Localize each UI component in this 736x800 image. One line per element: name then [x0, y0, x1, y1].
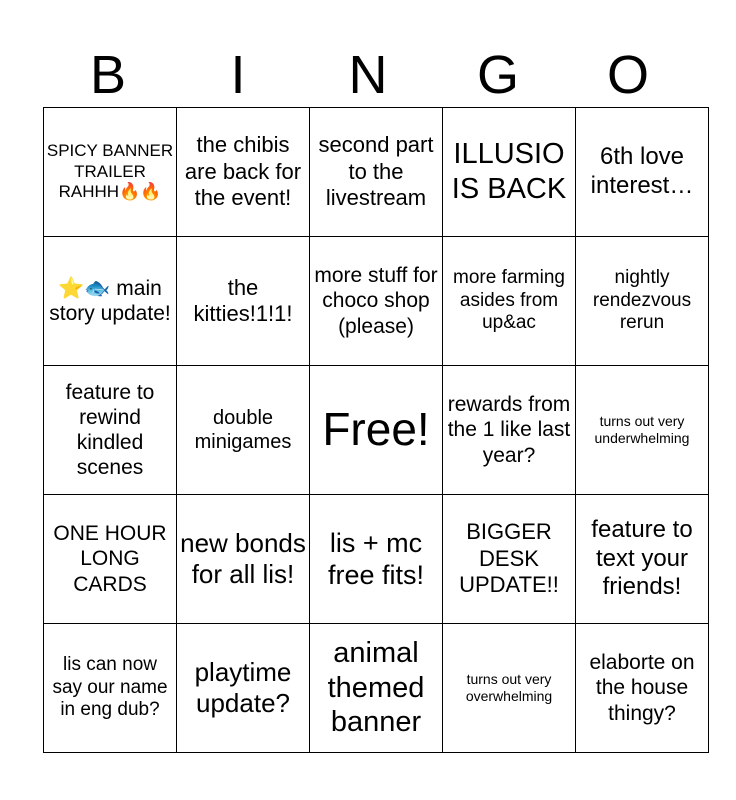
bingo-cell[interactable]: double minigames: [177, 366, 310, 495]
bingo-cell[interactable]: 6th love interest…: [576, 108, 709, 237]
bingo-cell[interactable]: ⭐🐟 main story update!: [44, 237, 177, 366]
board-row-3: [44, 366, 709, 495]
bingo-header: [43, 44, 693, 106]
header-letter-g: G: [476, 45, 519, 105]
bingo-cell[interactable]: the chibis are back for the event!: [177, 108, 310, 237]
bingo-cell[interactable]: more stuff for choco shop (please): [310, 237, 443, 366]
bingo-cell[interactable]: animal themed banner: [310, 624, 443, 753]
bingo-cell[interactable]: SPICY BANNER TRAILER RAHHH🔥🔥: [44, 108, 177, 237]
header-letter-n: N: [348, 45, 388, 105]
bingo-cell[interactable]: feature to rewind kindled scenes: [44, 366, 177, 495]
header-letter-o: O: [606, 45, 649, 105]
bingo-cell[interactable]: lis + mc free fits!: [310, 495, 443, 624]
bingo-cell[interactable]: elaborte on the house thingy?: [576, 624, 709, 753]
bingo-cell[interactable]: turns out very overwhelming: [443, 624, 576, 753]
bingo-cell[interactable]: BIGGER DESK UPDATE!!: [443, 495, 576, 624]
header-letter-i: I: [230, 45, 246, 105]
header-letter-b: B: [89, 45, 127, 105]
bingo-cell[interactable]: turns out very underwhelming: [576, 366, 709, 495]
bingo-cell[interactable]: rewards from the 1 like last year?: [443, 366, 576, 495]
board-row-1: [44, 108, 709, 237]
bingo-cell[interactable]: playtime update?: [177, 624, 310, 753]
bingo-cell[interactable]: more farming asides from up&ac: [443, 237, 576, 366]
board-row-4: [44, 495, 709, 624]
free-space-cell[interactable]: Free!: [310, 366, 443, 495]
bingo-cell[interactable]: ILLUSIO IS BACK: [443, 108, 576, 237]
bingo-cell[interactable]: feature to text your friends!: [576, 495, 709, 624]
bingo-cell[interactable]: ONE HOUR LONG CARDS: [44, 495, 177, 624]
bingo-cell[interactable]: new bonds for all lis!: [177, 495, 310, 624]
bingo-board: [43, 107, 709, 753]
bingo-cell[interactable]: nightly rendezvous rerun: [576, 237, 709, 366]
board-row-5: [44, 624, 709, 753]
board-row-2: [44, 237, 709, 366]
bingo-cell[interactable]: second part to the livestream: [310, 108, 443, 237]
bingo-cell[interactable]: the kitties!1!1!: [177, 237, 310, 366]
bingo-cell[interactable]: lis can now say our name in eng dub?: [44, 624, 177, 753]
